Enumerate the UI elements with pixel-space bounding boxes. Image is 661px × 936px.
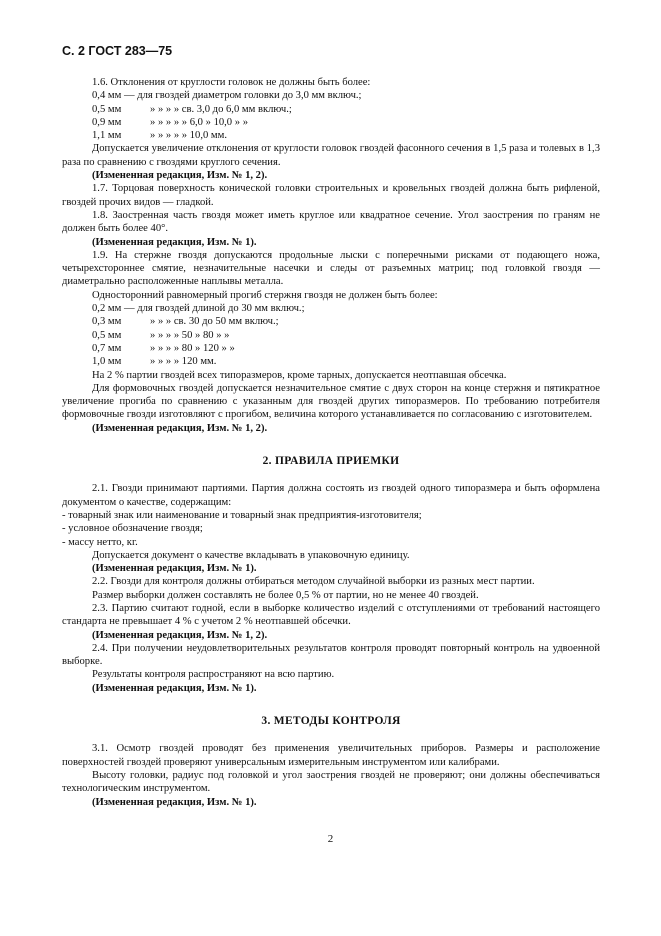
edition-note: (Измененная редакция, Изм. № 1).: [92, 682, 257, 694]
roundness-row: 1,1 мм » » » » » 10,0 мм.: [92, 130, 227, 142]
clause-1-6: 1.6. Отклонения от круглости головок не должны быть более:: [92, 77, 371, 88]
bend-row: 0,5 мм » » » » 50 » 80 » »: [92, 329, 230, 341]
roundness-row: 0,5 мм » » » » св. 3,0 до 6,0 мм включ.;: [92, 103, 292, 115]
document-body: [62, 76, 600, 809]
edition-note: (Измененная редакция, Изм. № 1, 2).: [92, 422, 268, 434]
page-number: 2: [327, 833, 334, 845]
bend-row: 0,7 мм » » » » 80 » 120 » »: [92, 342, 235, 354]
clause-1-8: 1.8. Заостренная часть гвоздя может иметь круглое или квадратное сечение. Угол заострения по граням не должен быть более 40°.: [62, 209, 600, 235]
clause-1-9-burr: На 2 % партии гвоздей всех типоразмеров, кроме тарных, допускается неотпавшая обсечка.: [92, 369, 507, 381]
section-title-acceptance: 2. ПРАВИЛА ПРИЕМКИ: [262, 455, 400, 468]
bend-table: [62, 302, 600, 368]
list-item: - массу нетто, кг.: [62, 536, 138, 548]
clause-2-3: 2.3. Партию считают годной, если в выборке количество изделий с отступлениями от требований настоящего стандарта не превышает 4 % с учетом 2 % неотпавшей обсечки.: [62, 602, 600, 628]
edition-note: (Измененная редакция, Изм. № 1, 2).: [92, 170, 268, 182]
list-item: - товарный знак или наименование и товарный знак предприятия-изготовителя;: [62, 509, 422, 521]
clause-2-1: 2.1. Гвозди принимают партиями. Партия должна состоять из гвоздей одного типоразмера и быть оформлена документом о качестве, содержащим:: [62, 483, 600, 508]
clause-2-4: 2.4. При получении неудовлетворительных результатов контроля проводят повторный контроль на удвоенной выборке.: [62, 642, 600, 668]
roundness-row: 0,4 мм — для гвоздей диаметром головки до 3,0 мм включ.;: [92, 90, 362, 102]
roundness-row: 0,9 мм » » » » » 6,0 » 10,0 » »: [92, 116, 248, 128]
clause-2-2: 2.2. Гвозди для контроля должны отбираться методом случайной выборки из разных мест партии.: [92, 576, 535, 588]
page-header: С. 2 ГОСТ 283—75: [62, 44, 173, 58]
clause-1-9-forming: Для формовочных гвоздей допускается незначительное смятие с двух сторон на конце стержня и пятикратное увеличение прогиба по сравнению с указанным для гвоздей других типоразмеров. По требованию потребителя формовочные гвозди изготовляют с прогибом, величина которого устанавливается по согласованию с изготовителем.: [62, 382, 600, 421]
edition-note: (Измененная редакция, Изм. № 1).: [92, 563, 257, 575]
section-title-methods: 3. МЕТОДЫ КОНТРОЛЯ: [261, 715, 401, 728]
bend-row: 0,3 мм » » » св. 30 до 50 мм включ.;: [92, 316, 279, 328]
clause-2-1-note: Допускается документ о качестве вкладывать в упаковочную единицу.: [92, 549, 410, 561]
edition-note: (Измененная редакция, Изм. № 1, 2).: [92, 629, 268, 641]
edition-note: (Измененная редакция, Изм. № 1).: [92, 236, 257, 248]
clause-1-6-note: Допускается увеличение отклонения от круглости головок гвоздей фасонного сечения в 1,5 раза и толевых в 1,3 раза по сравнению с гвоздями круглого сечения.: [62, 143, 600, 168]
clause-1-9: 1.9. На стержне гвоздя допускаются продольные лыски с поперечными рисками от подающего ножа, четырехстороннее смятие, незначительные насечки и следы от разъемных матриц; под головкой гвоздя — диаметрально расположенные наплывы металла.: [62, 249, 600, 288]
bend-row: 0,2 мм — для гвоздей длиной до 30 мм включ.;: [92, 303, 305, 315]
clause-3-1-note: Высоту головки, радиус под головкой и угол заострения гвоздей не проверяют; они должны обеспечиваться технологическим инструментом.: [62, 769, 600, 795]
clause-3-1: 3.1. Осмотр гвоздей проводят без применения увеличительных приборов. Размеры и расположение поверхностей гвоздей проверяют универсальным измерительным инструментом или калибрами.: [62, 743, 600, 768]
edition-note: (Измененная редакция, Изм. № 1).: [92, 796, 257, 808]
clause-1-9-bend: Односторонний равномерный прогиб стержня гвоздя не должен быть более:: [92, 289, 438, 301]
clause-2-2-sample: Размер выборки должен составлять не более 0,5 % от партии, но не менее 40 гвоздей.: [92, 589, 479, 601]
clause-1-7: 1.7. Торцовая поверхность конической головки строительных и кровельных гвоздей должна быть рифленой, гвоздей прочих видов — гладкой.: [62, 183, 600, 208]
clause-2-4-note: Результаты контроля распространяют на всю партию.: [92, 669, 335, 681]
roundness-table: [62, 89, 600, 142]
bend-row: 1,0 мм » » » » 120 мм.: [92, 356, 217, 368]
list-item: - условное обозначение гвоздя;: [62, 523, 203, 535]
